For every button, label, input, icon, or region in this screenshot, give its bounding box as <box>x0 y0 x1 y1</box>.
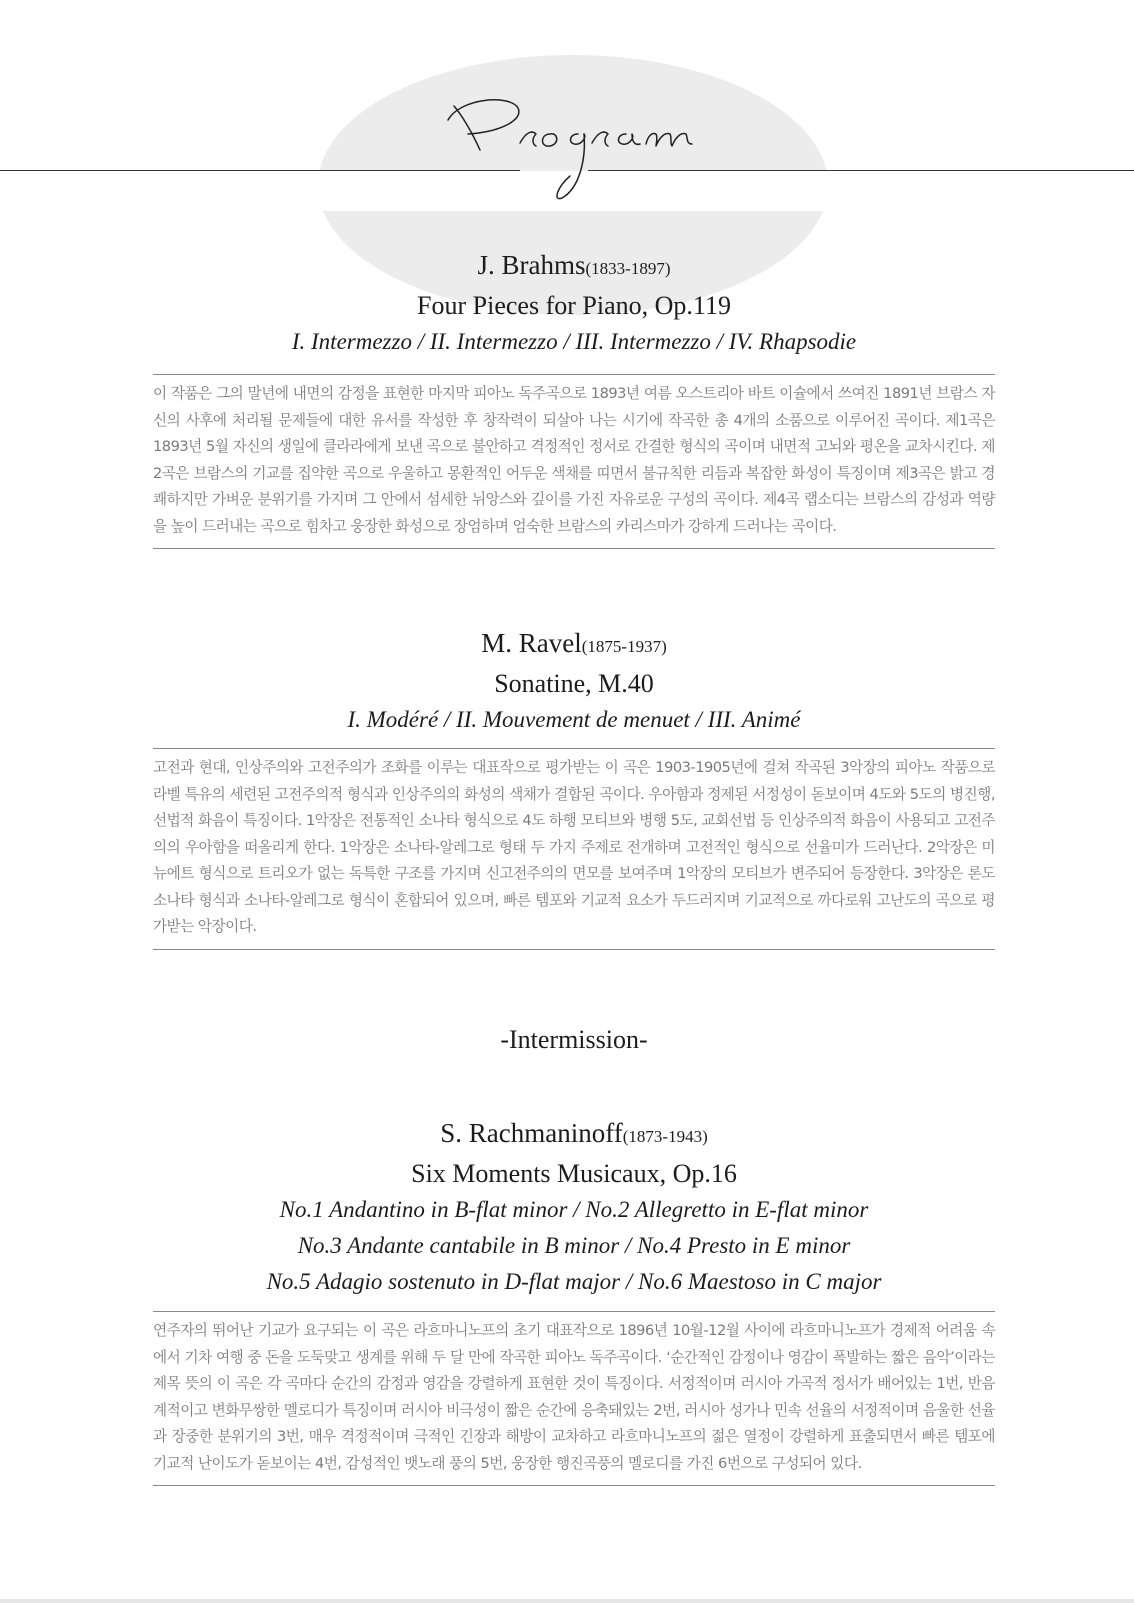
page-bottom-edge <box>0 1599 1134 1603</box>
composer-name: J. Brahms <box>477 250 586 280</box>
work-title: Four Pieces for Piano, Op.119 <box>417 291 731 320</box>
program-note-text: 이 작품은 그의 말년에 내면의 감정을 표현한 마지막 피아노 독주곡으로 1893년 여름 오스트리아 바트 이슐에서 쓰여진 1891년 브람스 자신의 사후에 처리될 문제들에 대한 유서를 작성한 후 창작력이 되살아 나는 시기에 작곡한 총 4개의 소품으로 이루어진 곡이다. 제1곡은 1893년 5월 자신의 생일에 클라라에게 보낸 곡으로 불안하고 격정적인 정서로 간결한 형식의 곡이며 내면적 고뇌와 평온을 교차시킨다. 제2곡은 브람스의 기교를 집약한 곡으로 우울하고 몽환적인 어두운 색채를 띠면서 불규칙한 리듬과 복잡한 화성이 특징이며 제3곡은 밝고 경쾌하지만 가벼운 분위기를 가지며 그 안에서 섬세한 뉘앙스와 깊이를 가진 자유로운 구성의 곡이다. 제4곡 랩소디는 브람스의 감성과 역량을 높이 드러내는 곡으로 힘차고 웅장한 화성으로 장엄하며 엄숙한 브람스의 카리스마가 강하게 드러나는 곡이다. <box>153 385 995 535</box>
program-note-rachmaninoff <box>153 1311 995 1486</box>
composer-heading <box>153 1114 995 1156</box>
program-note-text: 연주자의 뛰어난 기교가 요구되는 이 곡은 라흐마니노프의 초기 대표작으로 1896년 10월-12월 사이에 라흐마니노프가 경제적 어려움 속에서 기차 여행 중 돈을 도둑맞고 생계를 위해 두 달 만에 작곡한 피아노 독주곡이다. ‘순간적인 감정이나 영감이 폭발하는 짧은 음악’이라는 제목 뜻의 이 곡은 각 곡마다 순간의 감정과 영감을 강렬하게 표현한 것이 특징이다. 서정적이며 러시아 가곡적 정서가 배어있는 1번, 반음계적이고 변화무쌍한 멜로디가 특징이며 러시아 비극성이 짧은 순간에 응축돼있는 2번, 러시아 성가나 민속 선율의 서정적이며 음울한 선율과 장중한 분위기의 3번, 매우 격정적이며 극적인 긴장과 해방이 교차하고 라흐마니노프의 젊은 열정이 강렬하게 표출되면서 빠른 템포에 기교적 난이도가 돋보이는 4번, 감성적인 뱃노래 풍의 5번, 웅장한 행진곡풍의 멜로디를 가진 6번으로 구성되어 있다. <box>153 1322 995 1472</box>
composer-years: (1833-1897) <box>585 259 671 278</box>
composer-heading <box>153 624 995 666</box>
movements-line: I. Modéré / II. Mouvement de menuet / III. Animé <box>347 707 801 732</box>
piece-brahms <box>153 246 995 360</box>
work-title: Six Moments Musicaux, Op.16 <box>411 1159 737 1188</box>
program-note-text: 고전과 현대, 인상주의와 고전주의가 조화를 이루는 대표작으로 평가받는 이 곡은 1903-1905년에 걸쳐 작곡된 3악장의 피아노 작품으로 라벨 특유의 세련된 고전주의적 형식과 인상주의의 화성의 색채가 결합된 곡이다. 우아함과 정제된 서정성이 돋보이며 4도와 5도의 병진행, 선법적 화음이 특징이다. 1악장은 전통적인 소나타 형식으로 4도 하행 모티브와 병행 5도, 교회선법 등 인상주의적 화음이 사용되고 고전주의의 우아함을 떠올리게 한다. 1악장은 소나타-알레그로 형태 두 가지 주제로 전개하며 고전적인 형식으로 선율미가 드러난다. 2악장은 미뉴에트 형식으로 트리오가 없는 독특한 구조를 가지며 신고전주의의 면모를 보여주며 1악장의 모티브가 변주되어 등장한다. 3악장은 론도 소나타 형식과 소나타-알레그로 형식이 혼합되어 있으며, 빠른 템포와 기교적 요소가 두드러지며 기교적으로 까다로워 고난도의 곡으로 평가받는 악장이다. <box>153 759 995 935</box>
composer-name: S. Rachmaninoff <box>440 1118 623 1148</box>
composer-years: (1875-1937) <box>581 637 667 656</box>
program-header <box>0 0 1134 200</box>
composer-heading <box>153 246 995 288</box>
program-script-title <box>440 88 710 203</box>
piece-ravel <box>153 624 995 738</box>
piece-rachmaninoff <box>153 1114 995 1300</box>
composer-years: (1873-1943) <box>622 1127 708 1146</box>
composer-name: M. Ravel <box>481 628 582 658</box>
work-title: Sonatine, M.40 <box>494 669 654 698</box>
movements-line: I. Intermezzo / II. Intermezzo / III. Intermezzo / IV. Rhapsodie <box>291 329 857 354</box>
program-note-brahms <box>153 374 995 549</box>
movements-line: No.5 Adagio sostenuto in D-flat major / No.6 Maestoso in C major <box>266 1269 882 1294</box>
movements-line: No.3 Andante cantabile in B minor / No.4 Presto in E minor <box>297 1233 851 1258</box>
intermission-label: -Intermission- <box>500 1025 648 1054</box>
movements-line: No.1 Andantino in B-flat minor / No.2 Allegretto in E-flat minor <box>279 1197 869 1222</box>
program-note-ravel <box>153 748 995 950</box>
